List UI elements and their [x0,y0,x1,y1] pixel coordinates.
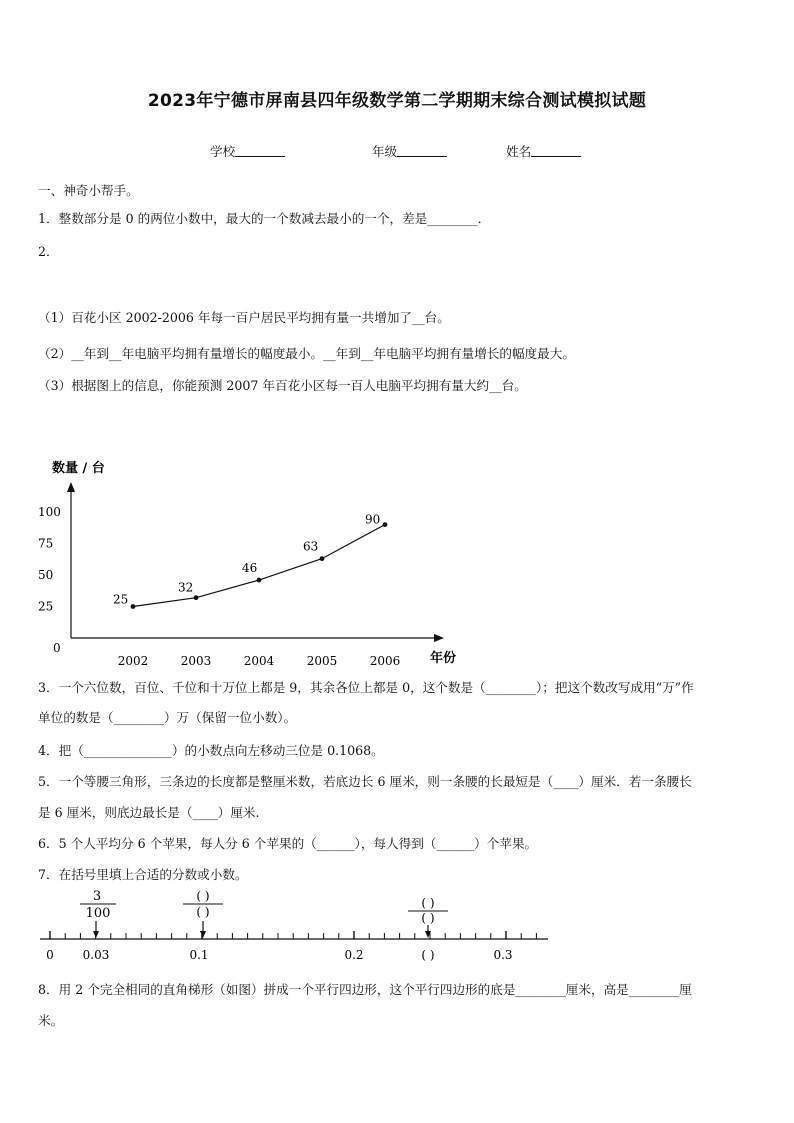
section-heading: 一、神奇小帮手。 [38,183,139,198]
question-7: 7．在括号里填上合适的分数或小数。 [38,867,248,882]
page-title: 2023年宁德市屏南县四年级数学第二学期期末综合测试模拟试题 [147,91,647,111]
question-4: 4．把（______________）的小数点向左移动三位是 0.1068。 [38,743,384,758]
name-label: 姓名 [506,144,532,159]
school-label: 学校 [210,144,236,159]
paren-top-2: ( ) [421,896,435,910]
y-tick-label: 75 [38,536,54,551]
x-tick-label: 2006 [369,654,401,668]
grade-blank [397,144,447,157]
nl-label-0-1: 0.1 [189,948,209,962]
x-tick-label: 2005 [306,654,338,668]
nl-label-0-2: 0.2 [344,948,364,962]
data-point [383,522,388,527]
data-label: 46 [242,561,258,576]
data-label: 32 [178,580,194,595]
grade-label: 年级 [372,144,398,159]
question-2-part-1: （1）百花小区 2002-2006 年每一百户居民平均拥有量一共增加了__台。 [38,310,450,325]
fraction-numerator: 3 [92,889,102,904]
name-blank [531,144,581,157]
x-axis-label: 年份 [430,651,457,666]
question-2-part-2: （2）__年到__年电脑平均拥有量增长的幅度最小。__年到__年电脑平均拥有量增长的幅度最大。 [38,346,575,361]
x-tick-label: 2004 [243,654,275,668]
question-8-line-1: 8．用 2 个完全相同的直角梯形（如图）拼成一个平行四边形，这个平行四边形的底是________厘米，高是________厘 [38,982,692,997]
nl-label-0: 0 [46,948,54,962]
line-chart [0,450,794,675]
question-2: 2． [38,244,59,259]
nl-label-0-03: 0.03 [82,948,110,962]
grade-field [372,141,447,160]
paren-top-1: ( ) [196,889,210,903]
data-label: 90 [365,512,381,527]
nl-label-0-3: 0.3 [493,948,513,962]
arrow-head-0-03 [93,931,99,938]
y-axis-arrow [67,482,75,492]
question-5-line-2: 是 6 厘米，则底边最长是（____）厘米. [38,805,260,820]
nl-label-blank: ( ) [421,948,435,962]
series-line [133,525,385,607]
x-tick-label: 2002 [117,654,149,668]
question-1: 1．整数部分是 0 的两位小数中，最大的一个数减去最小的一个，差是________． [38,211,491,226]
question-3-line-2: 单位的数是（________）万（保留一位小数）。 [38,710,297,725]
paren-bottom-1: ( ) [196,905,210,919]
data-point [257,578,262,583]
y-tick-label: 50 [38,568,54,582]
school-field [210,141,285,160]
question-5-line-1: 5．一个等腰三角形，三条边的长度都是整厘米数，若底边长 6 厘米，则一条腰的长最短是（____）厘米．若一条腰长 [38,774,692,789]
y-tick-label: 0 [53,641,61,655]
name-field [506,141,581,160]
fraction-denominator: 100 [85,906,111,921]
question-6: 6．5 个人平均分 6 个苹果，每人分 6 个苹果的（______），每人得到（______）个苹果。 [38,836,538,851]
data-point [131,604,136,609]
question-8-line-2: 米。 [38,1013,64,1028]
y-axis-label: 数量 / 台 [52,461,105,476]
data-label: 63 [303,539,319,554]
x-tick-label: 2003 [180,654,212,668]
question-2-part-3: （3）根据图上的信息，你能预测 2007 年百花小区每一百人电脑平均拥有量大约__台。 [38,378,527,393]
data-point [320,556,325,561]
data-point [194,595,199,600]
y-tick-label: 25 [38,599,54,614]
arrow-head-0-1 [200,931,206,938]
number-line-figure [0,885,794,963]
x-axis-arrow [434,634,444,642]
paren-bottom-2: ( ) [421,911,435,925]
y-tick-label: 100 [38,505,61,519]
question-3-line-1: 3．一个六位数，百位、千位和十万位上都是 9，其余各位上都是 0，这个数是（________）；把这个数改写成用“万”作 [38,680,694,695]
data-label: 25 [113,592,129,607]
school-blank [235,144,285,157]
